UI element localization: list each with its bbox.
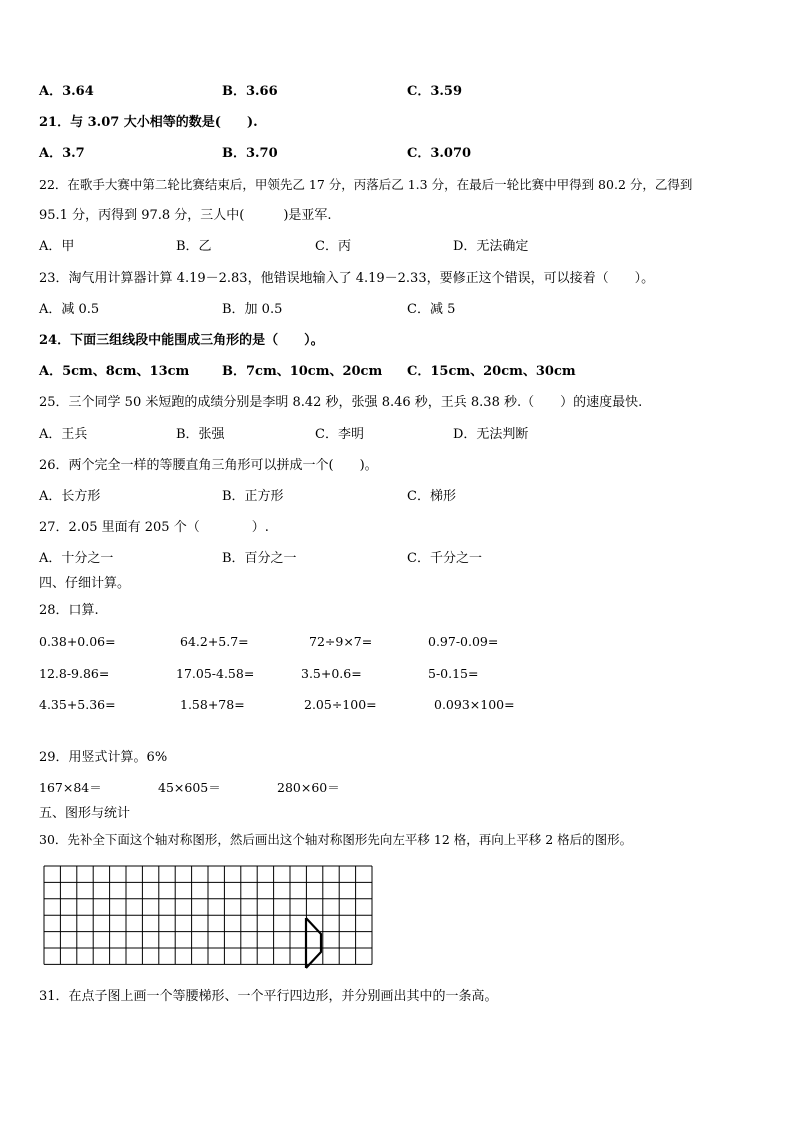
q28-calc-r2c4: 5-0.15= (428, 666, 479, 681)
q22-question-line1: 22．在歌手大赛中第二轮比赛结束后，甲领先乙 17 分，丙落后乙 1.3 分，在最后一轮比赛中甲得到 80.2 分，乙得到 (39, 177, 693, 192)
q26-option-c: C．梯形 (407, 489, 456, 504)
q28-question: 28．口算. (39, 603, 99, 618)
q29-item-1: 167×84＝ (39, 780, 102, 795)
section-5-title: 五、图形与统计 (39, 806, 131, 821)
q26-question: 26．两个完全一样的等腰直角三角形可以拼成一个( )。 (39, 458, 378, 473)
q23-option-a: A．减 0.5 (39, 302, 100, 317)
q28-calc-r1c2: 64.2+5.7= (180, 634, 249, 649)
q27-option-c: C．千分之一 (407, 551, 482, 566)
q23-option-b: B．加 0.5 (222, 302, 283, 317)
q22-option-c: C．丙 (315, 239, 351, 254)
q26-option-a: A．长方形 (39, 489, 101, 504)
q25-option-d: D．无法判断 (453, 427, 529, 442)
q24-option-a: A．5cm、8cm、13cm (39, 364, 190, 379)
q22-option-d: D．无法确定 (453, 239, 529, 254)
q25-question: 25．三个同学 50 米短跑的成绩分别是李明 8.42 秒，张强 8.46 秒，王兵 8.38 秒.（ ）的速度最快. (39, 395, 643, 410)
q31-question: 31．在点子图上画一个等腰梯形、一个平行四边形，并分别画出其中的一条高。 (39, 989, 498, 1004)
q25-option-a: A．王兵 (39, 427, 88, 442)
q28-calc-r1c1: 0.38+0.06= (39, 634, 116, 649)
q21-option-c: C．3.070 (407, 146, 472, 161)
q28-calc-r3c4: 0.093×100= (434, 697, 515, 712)
q27-option-b: B．百分之一 (222, 551, 297, 566)
half-figure (306, 918, 321, 968)
q24-option-b: B．7cm、10cm、20cm (222, 364, 383, 379)
q20-option-a: A．3.64 (39, 84, 94, 99)
q28-calc-r3c1: 4.35+5.36= (39, 697, 116, 712)
q22-option-a: A．甲 (39, 239, 75, 254)
q30-square-grid (42, 864, 376, 972)
section-4-title: 四、仔细计算。 (39, 576, 131, 591)
q25-option-c: C．李明 (315, 427, 364, 442)
q27-question: 27．2.05 里面有 205 个（ ）. (39, 520, 269, 535)
q28-calc-r1c3: 72÷9×7= (309, 634, 373, 649)
q22-question-line2: 95.1 分，丙得到 97.8 分，三人中( )是亚军. (39, 208, 332, 223)
q20-option-b: B．3.66 (222, 84, 278, 99)
q21-option-a: A．3.7 (39, 146, 85, 161)
q29-question: 29．用竖式计算。6% (39, 750, 168, 765)
q29-item-2: 45×605＝ (158, 780, 221, 795)
q28-calc-r2c1: 12.8-9.86= (39, 666, 110, 681)
q24-option-c: C．15cm、20cm、30cm (407, 364, 576, 379)
q28-calc-r3c2: 1.58+78= (180, 697, 245, 712)
q27-option-a: A．十分之一 (39, 551, 114, 566)
q22-option-b: B．乙 (176, 239, 212, 254)
q28-calc-r2c3: 3.5+0.6= (301, 666, 362, 681)
q28-calc-r2c2: 17.05-4.58= (176, 666, 255, 681)
q20-option-c: C．3.59 (407, 84, 463, 99)
figure-half-outline (306, 918, 321, 968)
q21-question: 21．与 3.07 大小相等的数是( ). (39, 115, 258, 130)
q24-question: 24．下面三组线段中能围成三角形的是（ ）。 (39, 333, 324, 348)
q23-option-c: C．减 5 (407, 302, 456, 317)
q21-option-b: B．3.70 (222, 146, 278, 161)
q23-question: 23．淘气用计算器计算 4.19－2.83，他错误地输入了 4.19－2.33，要修正这个错误，可以接着（ ）。 (39, 271, 655, 286)
q28-calc-r1c4: 0.97-0.09= (428, 634, 499, 649)
q25-option-b: B．张强 (176, 427, 225, 442)
q28-calc-r3c3: 2.05÷100= (304, 697, 377, 712)
q30-question: 30．先补全下面这个轴对称图形，然后画出这个轴对称图形先向左平移 12 格，再向上平移 2 格后的图形。 (39, 832, 633, 847)
q26-option-b: B．正方形 (222, 489, 284, 504)
q29-item-3: 280×60＝ (277, 780, 340, 795)
